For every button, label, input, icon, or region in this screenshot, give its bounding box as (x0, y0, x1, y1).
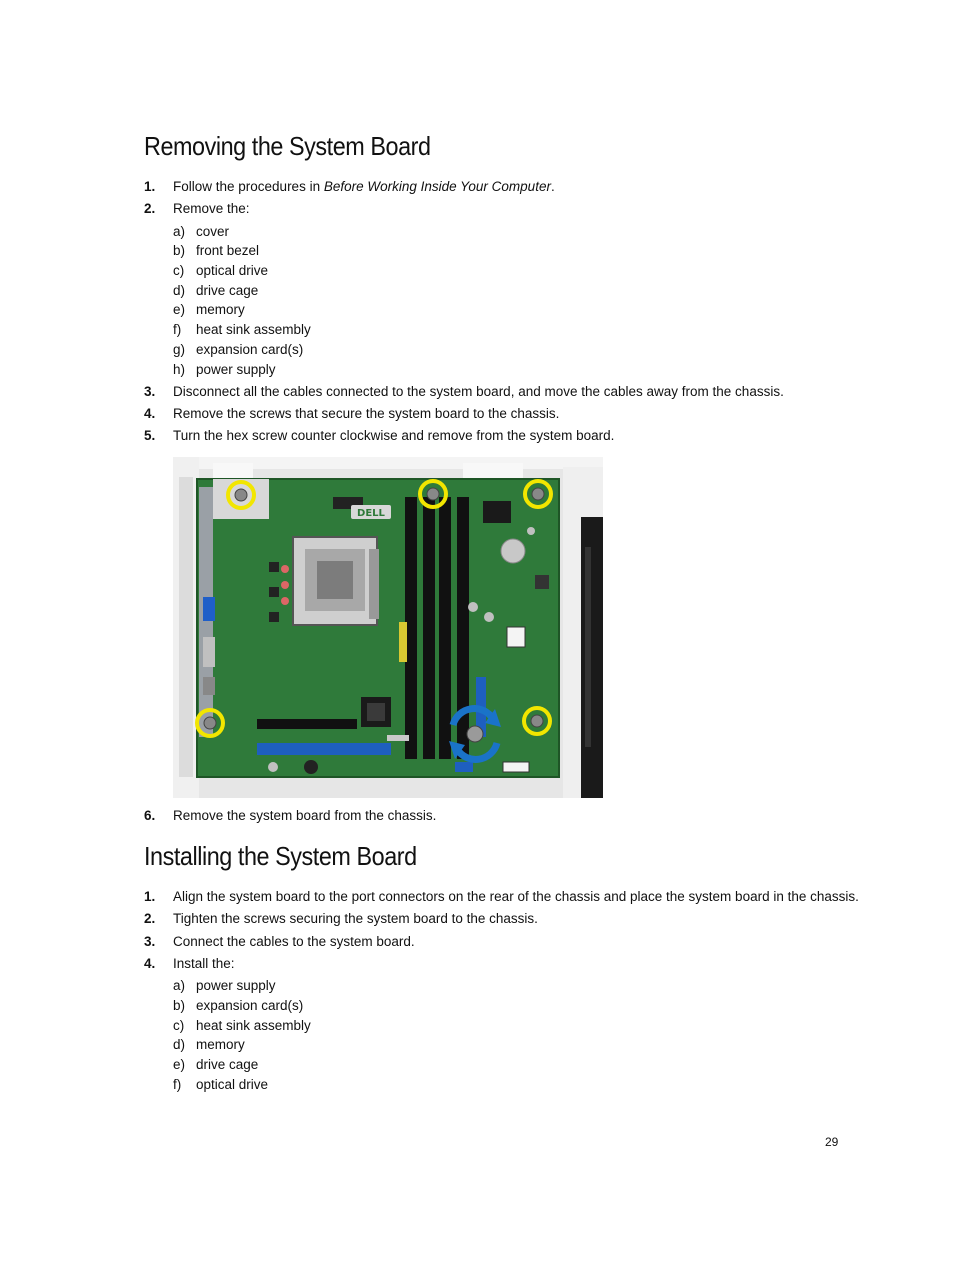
system-board-photo (173, 457, 603, 798)
page-number: 29 (825, 1135, 839, 1149)
section-title-installing: Installing the System Board (144, 841, 417, 871)
document-page: Removing the System Board 1. Follow the procedures in Before Working Inside Your Computer. 2. Remove the: a) cover b) front bezel c) optical drive d) drive cage e) memory f) heat sink assembly g) expansion card(s) h) power supply 3. Disconnect all the cables connected to the system board, and move the cables away from the chassis. 4. Remove the screws that secure the system board to the chassis. 5. Turn the hex screw counter clockwise and remove from the system board. DELL 6. Remove the system board from the chassis. Installing the System Board 1. Align the system board to the port connectors on the rear of the chassis and place the system board in the chassis. 2. Tighten the screws securing the system board to the chassis. 3. Connect the cables to the system board. 4. Install the: a) power supply b) expansion card(s) c) heat sink assembly d) memory e) drive cage f) optical drive 29 (144, 131, 859, 1149)
section-title-removing: Removing the System Board (144, 131, 431, 161)
cross-reference: Before Working Inside Your Computer (323, 179, 551, 194)
dell-logo: DELL (357, 508, 385, 519)
